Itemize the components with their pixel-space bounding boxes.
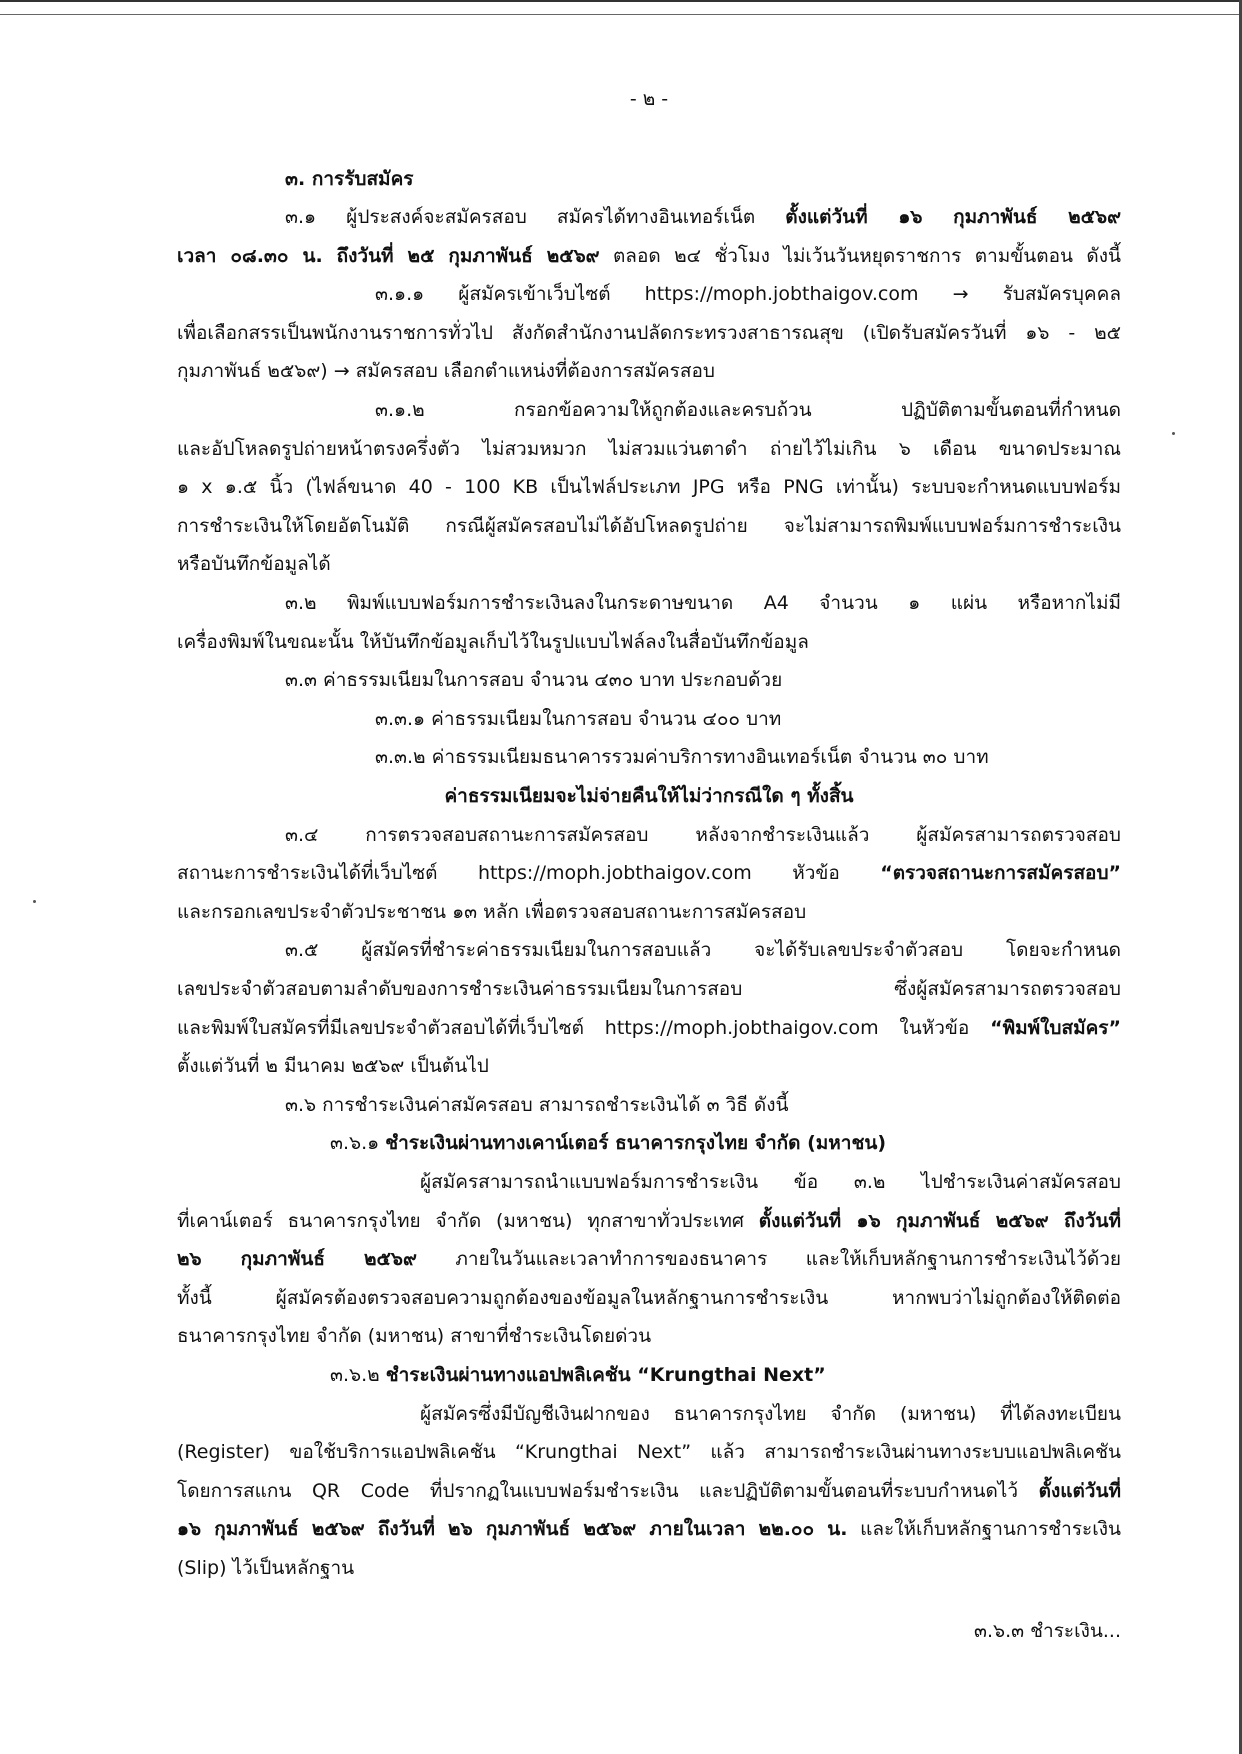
text-line xyxy=(285,816,1121,855)
text-line xyxy=(285,661,1121,700)
text-line xyxy=(177,430,1121,469)
text-run: ธนาคารกรุงไทย จำกัด (มหาชน) สาขาที่ชำระเงินโดยด่วน xyxy=(177,1325,652,1348)
text-run: และพิมพ์ใบสมัครที่มีเลขประจำตัวสอบได้ที่เว็บไซต์ https://moph.jobthaigov.com ในหัวข้อ xyxy=(177,1016,991,1039)
text-line xyxy=(420,1395,1121,1434)
text-run: โดยการสแกน QR Code ที่ปรากฏในแบบฟอร์มชำระเงิน และปฏิบัติตามขั้นตอนที่ระบบกำหนดไว้ xyxy=(177,1479,1039,1502)
text-run: ตลอด ๒๔ ชั่วโมง ไม่เว้นวันหยุดราชการ ตามขั้นตอน ดังนี้ xyxy=(599,244,1121,267)
bold-text: ๑๖ กุมภาพันธ์ ๒๕๖๙ ถึงวันที่ ๒๖ กุมภาพันธ์ ๒๕๖๙ ภายในเวลา ๒๒.๐๐ น. xyxy=(177,1518,848,1541)
text-line xyxy=(177,854,1121,893)
text-line xyxy=(177,237,1121,276)
text-line xyxy=(375,391,1121,430)
text-line xyxy=(177,1279,1121,1318)
text-line xyxy=(177,352,1121,391)
text-line xyxy=(177,1472,1121,1511)
text-line xyxy=(177,545,1121,584)
text-line xyxy=(420,1163,1121,1202)
text-run: ๑ x ๑.๕ นิ้ว (ไฟล์ขนาด 40 - 100 KB เป็นไฟล์ประเภท JPG หรือ PNG เท่านั้น) ระบบจะกำหนดแบบฟอร์ม xyxy=(177,476,1121,499)
text-run: ๓.๓ ค่าธรรมเนียมในการสอบ จำนวน ๔๓๐ บาท ประกอบด้วย xyxy=(285,669,783,692)
bold-text: ตั้งแต่วันที่ ๑๖ กุมภาพันธ์ ๒๕๖๙ xyxy=(785,206,1121,228)
text-line xyxy=(177,1009,1121,1048)
text-run: ทั้งนี้ ผู้สมัครต้องตรวจสอบความถูกต้องของข้อมูลในหลักฐานการชำระเงิน หากพบว่าไม่ถูกต้องให้ติดต่อ xyxy=(177,1286,1121,1309)
scan-border-top xyxy=(0,0,1242,2)
text-run: ๓.๓.๒ ค่าธรรมเนียมธนาคารรวมค่าบริการทางอินเทอร์เน็ต จำนวน ๓๐ บาท xyxy=(375,746,989,769)
section-title: ๓. การรับสมัคร xyxy=(285,168,414,190)
text-line xyxy=(330,1124,1121,1163)
text-line xyxy=(177,1433,1121,1472)
text-run: เพื่อเลือกสรรเป็นพนักงานราชการทั่วไป สังกัดสำนักงานปลัดกระทรวงสาธารณสุข (เปิดรับสมัครวันที่ ๑๖ - ๒๕ xyxy=(177,321,1121,344)
bold-text: เวลา ๐๘.๓๐ น. ถึงวันที่ ๒๕ กุมภาพันธ์ ๒๕๖๙ xyxy=(177,244,600,267)
footer-continuation: ๓.๖.๓ ชำระเงิน... xyxy=(973,1620,1121,1642)
bold-text: “ตรวจสถานะการสมัครสอบ” xyxy=(880,862,1121,885)
bold-text: ตั้งแต่วันที่ ๑๖ กุมภาพันธ์ ๒๕๖๙ ถึงวันที่ xyxy=(758,1209,1121,1232)
text-line xyxy=(177,1510,1121,1549)
text-run: ๓.๖.๒ xyxy=(330,1364,386,1386)
scan-speck xyxy=(33,900,36,903)
text-run: ตั้งแต่วันที่ ๒ มีนาคม ๒๕๖๙ เป็นต้นไป xyxy=(177,1055,489,1078)
text-line xyxy=(375,275,1121,314)
text-line xyxy=(177,1317,1121,1356)
text-run: ๓.๖ การชำระเงินค่าสมัครสอบ สามารถชำระเงินได้ ๓ วิธี ดังนี้ xyxy=(285,1093,789,1116)
text-run: การชำระเงินให้โดยอัตโนมัติ กรณีผู้สมัครสอบไม่ได้อัปโหลดรูปถ่าย จะไม่สามารถพิมพ์แบบฟอร์มการชำระเงิน xyxy=(177,514,1121,537)
text-line xyxy=(177,970,1121,1009)
bold-text: ๒๖ กุมภาพันธ์ ๒๕๖๙ xyxy=(177,1248,417,1271)
text-run: ๓.๓.๑ ค่าธรรมเนียมในการสอบ จำนวน ๔๐๐ บาท xyxy=(375,707,782,730)
text-run: ๓.๑ ผู้ประสงค์จะสมัครสอบ สมัครได้ทางอินเทอร์เน็ต xyxy=(285,206,786,228)
text-run: ๓.๖.๑ xyxy=(330,1132,386,1155)
text-run: ๓.๔ การตรวจสอบสถานะการสมัครสอบ หลังจากชำระเงินแล้ว ผู้สมัครสามารถตรวจสอบ xyxy=(285,823,1121,846)
text-run: (Slip) ไว้เป็นหลักฐาน xyxy=(177,1557,355,1579)
text-line xyxy=(177,1549,1121,1588)
text-line xyxy=(177,893,1121,932)
text-run: เครื่องพิมพ์ในขณะนั้น ให้บันทึกข้อมูลเก็บไว้ในรูปแบบไฟล์ลงในสื่อบันทึกข้อมูล xyxy=(177,630,809,653)
bold-text: ค่าธรรมเนียมจะไม่จ่ายคืนให้ไม่ว่ากรณีใด ๆ ทั้งสิ้น xyxy=(444,785,854,807)
text-line xyxy=(177,314,1121,353)
text-line xyxy=(285,1086,1121,1125)
text-line xyxy=(177,623,1121,662)
scan-speck xyxy=(1172,432,1175,435)
text-line xyxy=(177,1202,1121,1241)
text-run: และให้เก็บหลักฐานการชำระเงิน xyxy=(847,1518,1121,1541)
text-run: ผู้สมัครสามารถนำแบบฟอร์มการชำระเงิน ข้อ ๓.๒ ไปชำระเงินค่าสมัครสอบ xyxy=(420,1171,1121,1193)
text-line xyxy=(285,198,1121,237)
text-run: เลขประจำตัวสอบตามลำดับของการชำระเงินค่าธรรมเนียมในการสอบ ซึ่งผู้สมัครสามารถตรวจสอบ xyxy=(177,978,1121,1000)
text-run: ๓.๑.๑ ผู้สมัครเข้าเว็บไซต์ https://moph.jobthaigov.com → รับสมัครบุคคล xyxy=(375,283,1121,306)
text-run: และกรอกเลขประจำตัวประชาชน ๑๓ หลัก เพื่อตรวจสอบสถานะการสมัครสอบ xyxy=(177,900,807,923)
page-number: - ๒ - xyxy=(629,88,669,110)
text-run: สถานะการชำระเงินได้ที่เว็บไซต์ https://moph.jobthaigov.com หัวข้อ xyxy=(177,862,881,885)
text-line xyxy=(285,931,1121,970)
text-run: กุมภาพันธ์ ๒๕๖๙) → สมัครสอบ เลือกตำแหน่งที่ต้องการสมัครสอบ xyxy=(177,360,715,383)
text-run: ที่เคาน์เตอร์ ธนาคารกรุงไทย จำกัด (มหาชน) ทุกสาขาทั่วประเทศ xyxy=(177,1209,759,1232)
bold-text: “พิมพ์ใบสมัคร” xyxy=(990,1016,1121,1039)
text-run: ๓.๒ พิมพ์แบบฟอร์มการชำระเงินลงในกระดาษขนาด A4 จำนวน ๑ แผ่น หรือหากไม่มี xyxy=(285,592,1121,614)
text-line xyxy=(177,777,1121,816)
text-line xyxy=(375,738,1121,777)
text-line xyxy=(330,1356,1121,1395)
bold-text: ชำระเงินผ่านทางแอปพลิเคชัน “Krungthai Next” xyxy=(385,1364,826,1386)
text-run: (Register) ขอใช้บริการแอปพลิเคชัน “Krungthai Next” แล้ว สามารถชำระเงินผ่านทางระบบแอปพลิเคชัน xyxy=(177,1441,1121,1464)
text-line xyxy=(375,700,1121,739)
text-run: ๓.๑.๒ กรอกข้อความให้ถูกต้องและครบถ้วน ปฏิบัติตามขั้นตอนที่กำหนด xyxy=(375,399,1121,421)
text-run: และอัปโหลดรูปถ่ายหน้าตรงครึ่งตัว ไม่สวมหมวก ไม่สวมแว่นตาดำ ถ่ายไว้ไม่เกิน ๖ เดือน ขนาดประมาณ xyxy=(177,437,1121,460)
text-line xyxy=(177,507,1121,546)
text-run: ผู้สมัครซึ่งมีบัญชีเงินฝากของ ธนาคารกรุงไทย จำกัด (มหาชน) ที่ได้ลงทะเบียน xyxy=(420,1402,1121,1425)
text-run: ๓.๕ ผู้สมัครที่ชำระค่าธรรมเนียมในการสอบแล้ว จะได้รับเลขประจำตัวสอบ โดยจะกำหนด xyxy=(285,939,1121,962)
scan-border-top-inner xyxy=(0,14,1242,15)
text-line xyxy=(177,1047,1121,1086)
text-line xyxy=(177,1240,1121,1279)
text-line xyxy=(285,584,1121,623)
text-run: ภายในวันและเวลาทำการของธนาคาร และให้เก็บหลักฐานการชำระเงินไว้ด้วย xyxy=(416,1248,1121,1271)
bold-text: ชำระเงินผ่านทางเคาน์เตอร์ ธนาคารกรุงไทย จำกัด (มหาชน) xyxy=(385,1132,887,1155)
text-run: หรือบันทึกข้อมูลได้ xyxy=(177,553,331,576)
text-line xyxy=(177,468,1121,507)
bold-text: ตั้งแต่วันที่ xyxy=(1038,1479,1121,1502)
